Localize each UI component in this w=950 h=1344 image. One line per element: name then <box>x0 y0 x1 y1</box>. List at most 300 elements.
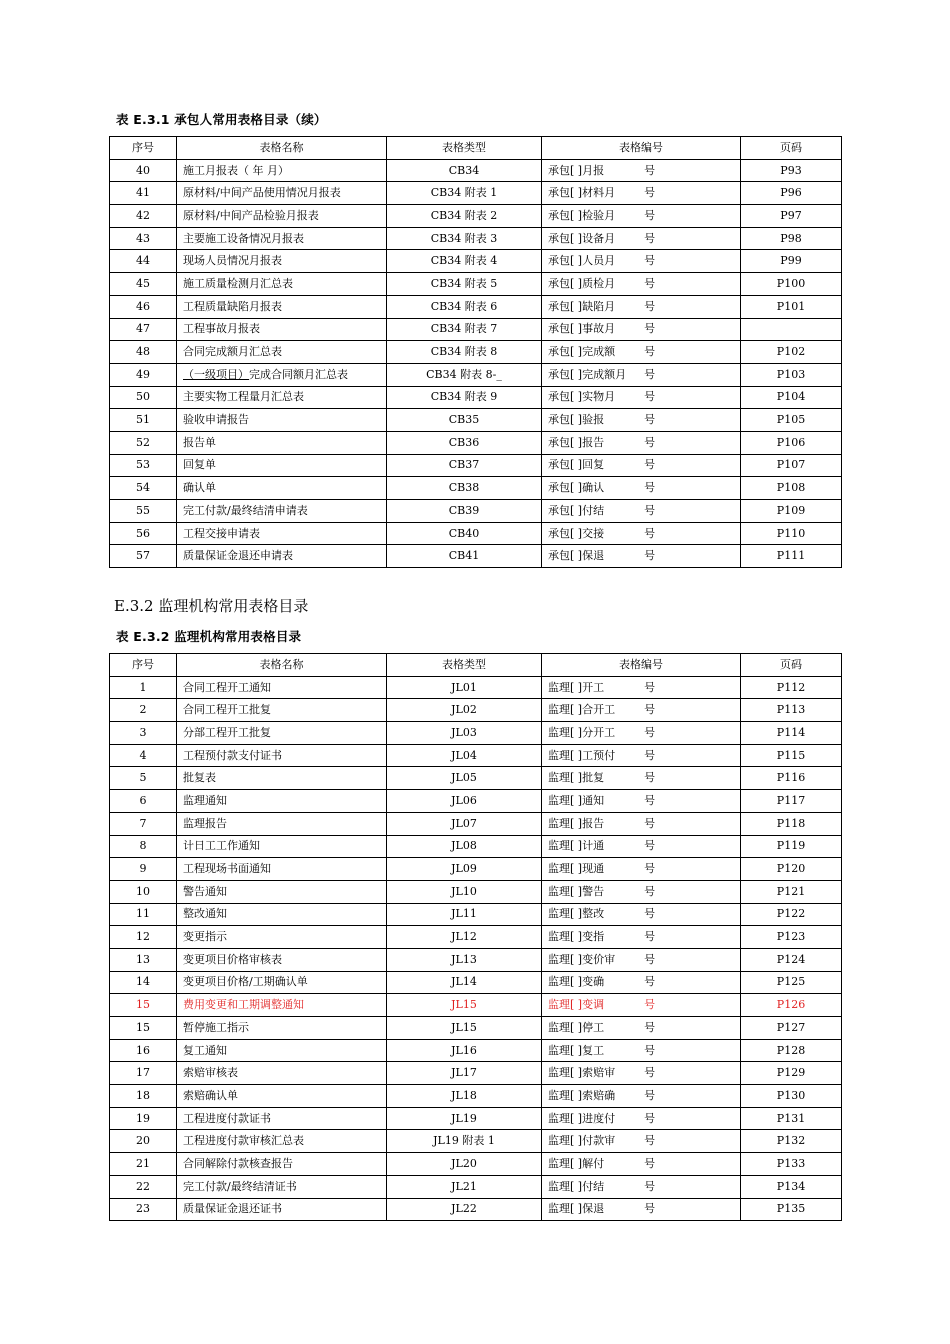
form-code-prefix: 监理[ ] <box>548 748 583 762</box>
table-row <box>110 318 842 341</box>
table-row <box>110 227 842 250</box>
header-code: 表格编号 <box>542 137 741 160</box>
form-name <box>177 1198 387 1221</box>
form-code-prefix: 监理[ ] <box>548 1179 583 1193</box>
form-name-text: 计日工工作通知 <box>183 839 260 853</box>
row-number: 50 <box>110 386 177 409</box>
form-code-suffix: 号 <box>644 413 656 427</box>
page-number: P120 <box>741 858 842 881</box>
form-name <box>177 273 387 296</box>
form-type: CB34 附表 6 <box>387 295 542 318</box>
form-code-prefix: 承包[ ] <box>548 367 583 381</box>
table-row <box>110 971 842 994</box>
form-name-text: 完工付款/最终结清申请表 <box>183 503 308 517</box>
form-code-suffix: 号 <box>644 503 656 517</box>
form-code <box>542 205 741 228</box>
form-code-suffix: 号 <box>644 1156 656 1170</box>
form-code-suffix: 号 <box>644 1111 656 1125</box>
form-name-text: 确认单 <box>183 481 216 495</box>
form-code-name: 索赔审 <box>582 1066 616 1080</box>
form-name <box>177 744 387 767</box>
form-code <box>542 409 741 432</box>
form-code-suffix: 号 <box>644 1202 656 1216</box>
form-type: JL15 <box>387 1017 542 1040</box>
form-code-name: 缺陷月 <box>582 299 616 313</box>
row-number: 19 <box>110 1107 177 1130</box>
form-name-text: 工程预付款支付证书 <box>183 748 282 762</box>
form-code-prefix: 监理[ ] <box>548 839 583 853</box>
form-name-text: 质量保证金退还申请表 <box>183 549 293 563</box>
page-number: P113 <box>741 699 842 722</box>
form-type: CB39 <box>387 500 542 523</box>
page-number: P105 <box>741 409 842 432</box>
form-code-name: 保退 <box>582 1202 605 1216</box>
form-name-text: 现场人员情况月报表 <box>183 254 282 268</box>
form-name-text: 变更项目价格/工期确认单 <box>183 975 308 989</box>
table-row <box>110 409 842 432</box>
form-code-parts <box>542 930 740 944</box>
form-code-name: 解付 <box>582 1156 605 1170</box>
form-code <box>542 790 741 813</box>
form-code <box>542 386 741 409</box>
page-number: P101 <box>741 295 842 318</box>
form-code-prefix: 监理[ ] <box>548 816 583 830</box>
form-code-name: 工预付 <box>582 748 616 762</box>
form-name-text: 合同工程开工通知 <box>183 680 271 694</box>
table-row <box>110 812 842 835</box>
form-code-name: 回复 <box>582 458 605 472</box>
form-code-suffix: 号 <box>644 367 656 381</box>
form-code-suffix: 号 <box>644 276 656 290</box>
form-code <box>542 318 741 341</box>
form-name-text: 警告通知 <box>183 884 227 898</box>
form-name-text: 完工付款/最终结清证书 <box>183 1179 297 1193</box>
page-number: P135 <box>741 1198 842 1221</box>
form-code-prefix: 承包[ ] <box>548 299 583 313</box>
form-name-text: 工程事故月报表 <box>183 322 260 336</box>
form-type: CB34 附表 9 <box>387 386 542 409</box>
table-row <box>110 273 842 296</box>
form-name-text: 工程现场书面通知 <box>183 862 271 876</box>
form-code-name: 实物月 <box>582 390 616 404</box>
form-code-prefix: 监理[ ] <box>548 1020 583 1034</box>
table-row <box>110 926 842 949</box>
page-number: P123 <box>741 926 842 949</box>
page-number: P130 <box>741 1085 842 1108</box>
form-code-parts <box>542 481 740 495</box>
form-code-suffix: 号 <box>644 1066 656 1080</box>
header-name: 表格名称 <box>177 137 387 160</box>
row-number: 22 <box>110 1175 177 1198</box>
form-type: CB34 附表 2 <box>387 205 542 228</box>
form-code-suffix: 号 <box>644 816 656 830</box>
table-row <box>110 1198 842 1221</box>
table-row <box>110 1017 842 1040</box>
form-name-underlined: （一级项目） <box>183 367 249 381</box>
page-number: P129 <box>741 1062 842 1085</box>
form-code-name: 变指 <box>582 930 605 944</box>
table-header-row <box>110 137 842 160</box>
form-code-name: 完成额月 <box>582 367 627 381</box>
form-code-name: 确认 <box>582 481 605 495</box>
form-code <box>542 971 741 994</box>
form-type: CB41 <box>387 545 542 568</box>
page-number: P102 <box>741 341 842 364</box>
form-code-parts <box>542 300 740 314</box>
form-code-name: 验报 <box>582 413 605 427</box>
form-name <box>177 227 387 250</box>
form-name <box>177 363 387 386</box>
form-code-parts <box>542 277 740 291</box>
row-number: 52 <box>110 431 177 454</box>
form-code-suffix: 号 <box>644 549 656 563</box>
table-row <box>110 250 842 273</box>
table-row <box>110 431 842 454</box>
form-code <box>542 1017 741 1040</box>
form-code <box>542 1062 741 1085</box>
header-page: 页码 <box>741 137 842 160</box>
form-code-parts <box>542 839 740 853</box>
form-code-name: 索赔确 <box>582 1088 616 1102</box>
page-number: P134 <box>741 1175 842 1198</box>
page-number: P132 <box>741 1130 842 1153</box>
form-code-parts <box>542 458 740 472</box>
row-number: 6 <box>110 790 177 813</box>
form-name <box>177 1085 387 1108</box>
form-code-parts <box>542 953 740 967</box>
form-code-name: 付结 <box>582 503 605 517</box>
form-code-suffix: 号 <box>644 975 656 989</box>
page-number: P133 <box>741 1153 842 1176</box>
form-name-text: 监理通知 <box>183 793 227 807</box>
row-number: 11 <box>110 903 177 926</box>
form-name <box>177 522 387 545</box>
form-name <box>177 1175 387 1198</box>
form-name <box>177 341 387 364</box>
form-name-text: 索赔审核表 <box>183 1066 238 1080</box>
row-number: 7 <box>110 812 177 835</box>
form-type: CB34 附表 8-_ <box>387 363 542 386</box>
table2-caption: 表 E.3.2 监理机构常用表格目录 <box>116 629 302 644</box>
form-name-text: 主要施工设备情况月报表 <box>183 231 304 245</box>
form-code-suffix: 号 <box>644 1043 656 1057</box>
form-name-text: 原材料/中间产品检验月报表 <box>183 208 319 222</box>
row-number: 17 <box>110 1062 177 1085</box>
form-code-prefix: 承包[ ] <box>548 458 583 472</box>
row-number: 23 <box>110 1198 177 1221</box>
row-number: 12 <box>110 926 177 949</box>
page-number: P104 <box>741 386 842 409</box>
table-row <box>110 159 842 182</box>
page-number: P114 <box>741 722 842 745</box>
page-number: P108 <box>741 477 842 500</box>
page-number: P98 <box>741 227 842 250</box>
form-code-suffix: 号 <box>644 748 656 762</box>
form-type: CB34 附表 1 <box>387 182 542 205</box>
form-code-suffix: 号 <box>644 952 656 966</box>
form-code <box>542 159 741 182</box>
form-name <box>177 858 387 881</box>
row-number: 48 <box>110 341 177 364</box>
form-code-suffix: 号 <box>644 322 656 336</box>
form-type: JL19 附表 1 <box>387 1130 542 1153</box>
form-code-suffix: 号 <box>644 998 656 1012</box>
form-name <box>177 500 387 523</box>
form-code <box>542 1175 741 1198</box>
form-name-text: 费用变更和工期调整通知 <box>183 998 304 1012</box>
page-number: P119 <box>741 835 842 858</box>
form-code-name: 质检月 <box>582 276 616 290</box>
form-type: JL05 <box>387 767 542 790</box>
form-code-suffix: 号 <box>644 299 656 313</box>
header-type: 表格类型 <box>387 137 542 160</box>
form-code-prefix: 监理[ ] <box>548 1088 583 1102</box>
table-row <box>110 1085 842 1108</box>
form-code-parts <box>542 504 740 518</box>
form-type: JL14 <box>387 971 542 994</box>
form-code <box>542 903 741 926</box>
page-number: P107 <box>741 454 842 477</box>
form-name <box>177 1130 387 1153</box>
row-number: 55 <box>110 500 177 523</box>
section-heading: E.3.2 监理机构常用表格目录 <box>114 597 309 615</box>
form-type: CB38 <box>387 477 542 500</box>
form-code-prefix: 监理[ ] <box>548 975 583 989</box>
form-code <box>542 341 741 364</box>
form-code <box>542 676 741 699</box>
row-number: 47 <box>110 318 177 341</box>
form-name-text: 完成合同额月汇总表 <box>249 367 348 381</box>
form-name <box>177 477 387 500</box>
form-code-prefix: 承包[ ] <box>548 390 583 404</box>
form-name <box>177 812 387 835</box>
form-code-prefix: 承包[ ] <box>548 186 583 200</box>
form-code-prefix: 监理[ ] <box>548 793 583 807</box>
form-type: JL09 <box>387 858 542 881</box>
table-row <box>110 341 842 364</box>
form-code <box>542 699 741 722</box>
form-type: CB34 附表 8 <box>387 341 542 364</box>
form-name <box>177 699 387 722</box>
form-code-name: 报告 <box>582 435 605 449</box>
table-row <box>110 767 842 790</box>
form-type: CB36 <box>387 431 542 454</box>
form-name-text: 工程交接申请表 <box>183 526 260 540</box>
page-number: P126 <box>741 994 842 1017</box>
form-name-text: 监理报告 <box>183 816 227 830</box>
page-number: P111 <box>741 545 842 568</box>
table-row <box>110 363 842 386</box>
form-code-prefix: 承包[ ] <box>548 276 583 290</box>
form-code-name: 完成额 <box>582 345 616 359</box>
contractor-forms-table <box>109 136 842 568</box>
form-code-prefix: 承包[ ] <box>548 163 583 177</box>
form-code-suffix: 号 <box>644 390 656 404</box>
header-code: 表格编号 <box>542 654 741 677</box>
form-code-prefix: 监理[ ] <box>548 862 583 876</box>
table-row <box>110 903 842 926</box>
form-code <box>542 431 741 454</box>
form-code <box>542 812 741 835</box>
form-name <box>177 1017 387 1040</box>
page-number: P103 <box>741 363 842 386</box>
page-number: P97 <box>741 205 842 228</box>
form-name <box>177 1039 387 1062</box>
form-type: JL20 <box>387 1153 542 1176</box>
row-number: 3 <box>110 722 177 745</box>
row-number: 45 <box>110 273 177 296</box>
row-number: 9 <box>110 858 177 881</box>
header-type: 表格类型 <box>387 654 542 677</box>
form-code-parts <box>542 436 740 450</box>
table-row <box>110 295 842 318</box>
page-number: P117 <box>741 790 842 813</box>
form-code-prefix: 监理[ ] <box>548 930 583 944</box>
form-code-suffix: 号 <box>644 458 656 472</box>
row-number: 56 <box>110 522 177 545</box>
form-code-parts <box>542 907 740 921</box>
form-name-text: 复工通知 <box>183 1043 227 1057</box>
form-code <box>542 500 741 523</box>
form-name <box>177 926 387 949</box>
form-code-prefix: 监理[ ] <box>548 998 583 1012</box>
form-name-text: 变更项目价格审核表 <box>183 952 282 966</box>
form-name-text: 报告单 <box>183 435 216 449</box>
table-row <box>110 1175 842 1198</box>
row-number: 43 <box>110 227 177 250</box>
form-type: JL07 <box>387 812 542 835</box>
table-row <box>110 1062 842 1085</box>
form-code-name: 保退 <box>582 549 605 563</box>
form-type: JL16 <box>387 1039 542 1062</box>
header-page: 页码 <box>741 654 842 677</box>
table-row <box>110 1153 842 1176</box>
form-name-text: 合同工程开工批复 <box>183 703 271 717</box>
form-type: JL08 <box>387 835 542 858</box>
form-code <box>542 722 741 745</box>
form-type: CB34 附表 7 <box>387 318 542 341</box>
form-code-suffix: 号 <box>644 862 656 876</box>
form-code-prefix: 承包[ ] <box>548 549 583 563</box>
form-code-suffix: 号 <box>644 254 656 268</box>
row-number: 41 <box>110 182 177 205</box>
form-code-name: 付款审 <box>582 1134 616 1148</box>
form-code-suffix: 号 <box>644 680 656 694</box>
page-number: P110 <box>741 522 842 545</box>
table-row <box>110 454 842 477</box>
form-code-prefix: 承包[ ] <box>548 208 583 222</box>
page-number: P109 <box>741 500 842 523</box>
form-name-text: 分部工程开工批复 <box>183 725 271 739</box>
form-code-parts <box>542 413 740 427</box>
table1-caption: 表 E.3.1 承包人常用表格目录（续） <box>116 112 327 127</box>
row-number: 16 <box>110 1039 177 1062</box>
form-code-name: 付结 <box>582 1179 605 1193</box>
form-name <box>177 994 387 1017</box>
form-code-suffix: 号 <box>644 163 656 177</box>
row-number: 10 <box>110 880 177 903</box>
form-code <box>542 545 741 568</box>
table-row <box>110 1130 842 1153</box>
form-name-text: 批复表 <box>183 771 216 785</box>
row-number: 5 <box>110 767 177 790</box>
form-name <box>177 1107 387 1130</box>
form-code-parts <box>542 1066 740 1080</box>
form-code-name: 现通 <box>582 862 605 876</box>
form-name <box>177 1153 387 1176</box>
page-number: P128 <box>741 1039 842 1062</box>
form-code-suffix: 号 <box>644 771 656 785</box>
table-row <box>110 699 842 722</box>
form-code-prefix: 承包[ ] <box>548 481 583 495</box>
form-code-suffix: 号 <box>644 839 656 853</box>
form-code <box>542 744 741 767</box>
row-number: 40 <box>110 159 177 182</box>
form-name <box>177 205 387 228</box>
form-code-name: 计通 <box>582 839 605 853</box>
page-number: P115 <box>741 744 842 767</box>
form-name <box>177 971 387 994</box>
row-number: 1 <box>110 676 177 699</box>
page-number: P93 <box>741 159 842 182</box>
form-code-name: 报告 <box>582 816 605 830</box>
form-type: JL19 <box>387 1107 542 1130</box>
form-name <box>177 1062 387 1085</box>
form-name-text: 施工质量检测月汇总表 <box>183 276 293 290</box>
form-name <box>177 767 387 790</box>
form-type: JL03 <box>387 722 542 745</box>
page-number: P124 <box>741 948 842 971</box>
form-type: JL17 <box>387 1062 542 1085</box>
page-number: P99 <box>741 250 842 273</box>
row-number: 15 <box>110 1017 177 1040</box>
form-name <box>177 454 387 477</box>
table-row <box>110 880 842 903</box>
form-type: JL21 <box>387 1175 542 1198</box>
row-number: 2 <box>110 699 177 722</box>
row-number: 4 <box>110 744 177 767</box>
form-code-suffix: 号 <box>644 231 656 245</box>
form-code-parts <box>542 1089 740 1103</box>
form-code-suffix: 号 <box>644 208 656 222</box>
form-code-suffix: 号 <box>644 186 656 200</box>
form-code-parts <box>542 254 740 268</box>
table-row <box>110 182 842 205</box>
form-code-suffix: 号 <box>644 1020 656 1034</box>
form-code-name: 设备月 <box>582 231 616 245</box>
form-code-name: 变价审 <box>582 952 616 966</box>
form-code-name: 进度付 <box>582 1111 616 1125</box>
row-number: 13 <box>110 948 177 971</box>
form-code-prefix: 监理[ ] <box>548 703 583 717</box>
form-code-name: 复工 <box>582 1043 605 1057</box>
form-type: JL06 <box>387 790 542 813</box>
form-name-text: 施工月报表（ 年 月） <box>183 163 289 177</box>
form-code-name: 合开工 <box>582 703 616 717</box>
header-no: 序号 <box>110 654 177 677</box>
form-code <box>542 1153 741 1176</box>
form-code-prefix: 承包[ ] <box>548 413 583 427</box>
form-code-parts <box>542 703 740 717</box>
form-type: JL10 <box>387 880 542 903</box>
form-code-parts <box>542 390 740 404</box>
form-type: JL02 <box>387 699 542 722</box>
form-code-parts <box>542 368 740 382</box>
form-type: CB34 附表 3 <box>387 227 542 250</box>
form-name-text: 验收申请报告 <box>183 413 249 427</box>
table-row <box>110 948 842 971</box>
form-name <box>177 295 387 318</box>
